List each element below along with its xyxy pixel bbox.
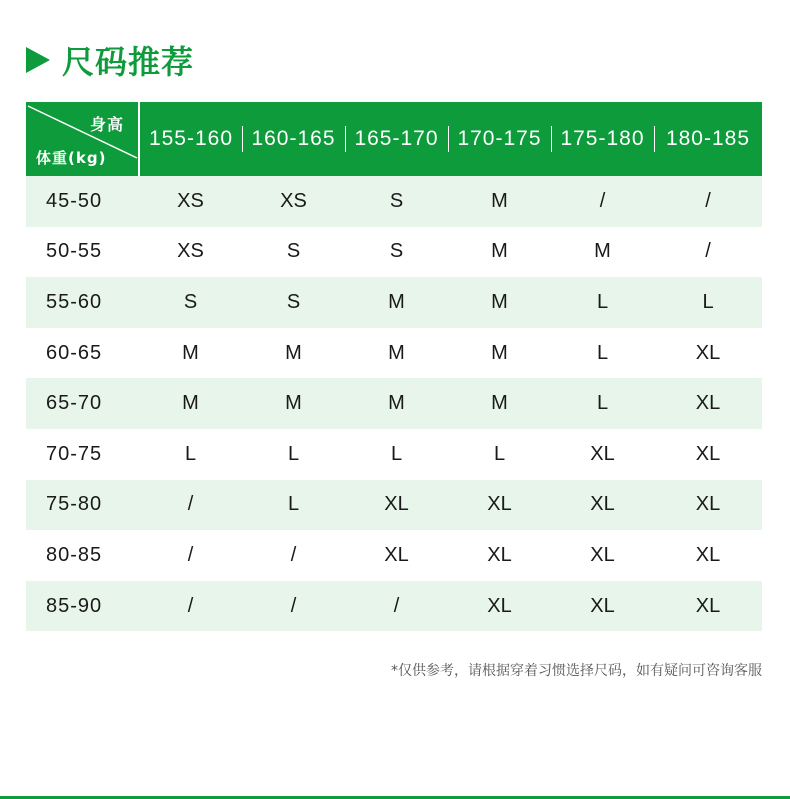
footnote: *仅供参考，请根据穿着习惯选择尺码，如有疑问可咨询客服 <box>391 663 762 679</box>
size-cell: XL <box>345 530 448 581</box>
height-header: 170-175 <box>448 102 551 176</box>
size-cell: XL <box>551 429 654 480</box>
weight-cell: 60-65 <box>26 328 139 379</box>
weight-cell: 50-55 <box>26 227 139 278</box>
size-cell: L <box>551 378 654 429</box>
weight-cell: 75-80 <box>26 480 139 531</box>
size-cell: / <box>654 227 762 278</box>
size-cell: XL <box>654 480 762 531</box>
play-triangle-icon <box>26 47 50 73</box>
size-cell: L <box>242 480 345 531</box>
size-cell: S <box>242 227 345 278</box>
size-cell: XL <box>654 429 762 480</box>
size-cell: L <box>551 328 654 379</box>
weight-cell: 80-85 <box>26 530 139 581</box>
size-cell: L <box>551 277 654 328</box>
size-cell: / <box>139 530 242 581</box>
size-cell: / <box>345 581 448 632</box>
table-row <box>26 176 762 227</box>
size-cell: L <box>654 277 762 328</box>
size-cell: L <box>139 429 242 480</box>
size-cell: / <box>242 530 345 581</box>
size-cell: M <box>139 378 242 429</box>
corner-cell <box>26 102 139 176</box>
size-cell: L <box>345 429 448 480</box>
size-cell: XL <box>345 480 448 531</box>
size-cell: M <box>242 328 345 379</box>
weight-cell: 45-50 <box>26 176 139 227</box>
table-row <box>26 480 762 531</box>
weight-label: 体重(kg) <box>36 149 107 167</box>
size-cell: XL <box>654 530 762 581</box>
size-cell: M <box>345 328 448 379</box>
table-header-row <box>26 102 762 176</box>
weight-cell: 85-90 <box>26 581 139 632</box>
height-header: 180-185 <box>654 102 762 176</box>
table-row <box>26 328 762 379</box>
size-cell: / <box>242 581 345 632</box>
size-cell: / <box>139 480 242 531</box>
height-header: 175-180 <box>551 102 654 176</box>
size-cell: M <box>448 378 551 429</box>
size-cell: XL <box>551 581 654 632</box>
size-table <box>26 102 762 631</box>
size-cell: M <box>448 328 551 379</box>
weight-cell: 55-60 <box>26 277 139 328</box>
table-body <box>26 176 762 631</box>
size-cell: / <box>654 176 762 227</box>
size-cell: M <box>448 277 551 328</box>
size-cell: XL <box>551 530 654 581</box>
size-cell: XS <box>139 227 242 278</box>
size-cell: L <box>242 429 345 480</box>
table-row <box>26 227 762 278</box>
page-title: 尺码推荐 <box>62 43 195 81</box>
size-cell: M <box>448 227 551 278</box>
size-cell: M <box>551 227 654 278</box>
size-cell: S <box>345 176 448 227</box>
size-cell: XL <box>551 480 654 531</box>
size-cell: S <box>139 277 242 328</box>
size-cell: XL <box>654 378 762 429</box>
height-label: 身高 <box>89 115 124 134</box>
table-row <box>26 429 762 480</box>
size-cell: XS <box>242 176 345 227</box>
weight-cell: 65-70 <box>26 378 139 429</box>
size-cell: M <box>242 378 345 429</box>
size-cell: XL <box>448 480 551 531</box>
size-cell: S <box>345 227 448 278</box>
table-row <box>26 530 762 581</box>
height-header: 155-160 <box>139 102 242 176</box>
size-cell: M <box>139 328 242 379</box>
weight-cell: 70-75 <box>26 429 139 480</box>
table-row <box>26 581 762 632</box>
size-cell: XS <box>139 176 242 227</box>
size-cell: L <box>448 429 551 480</box>
size-cell: S <box>242 277 345 328</box>
size-cell: M <box>448 176 551 227</box>
size-cell: XL <box>448 530 551 581</box>
size-cell: / <box>551 176 654 227</box>
size-cell: XL <box>654 328 762 379</box>
size-cell: M <box>345 378 448 429</box>
size-cell: XL <box>654 581 762 632</box>
size-cell: M <box>345 277 448 328</box>
height-header: 160-165 <box>242 102 345 176</box>
size-cell: / <box>139 581 242 632</box>
size-cell: XL <box>448 581 551 632</box>
title-row <box>26 40 194 80</box>
height-header: 165-170 <box>345 102 448 176</box>
table-row <box>26 378 762 429</box>
table-row <box>26 277 762 328</box>
